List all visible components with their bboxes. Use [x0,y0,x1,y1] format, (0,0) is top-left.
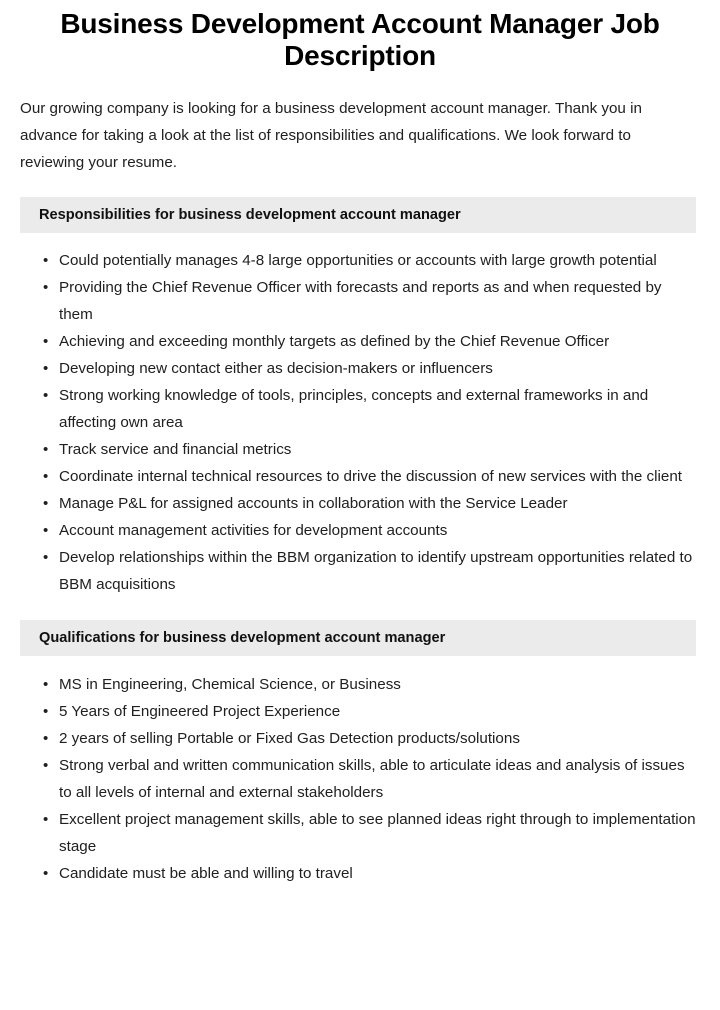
list-item: • Candidate must be able and willing to travel [43,860,696,887]
list-item: • Coordinate internal technical resources to drive the discussion of new services with the client [43,463,696,490]
list-item: • Account management activities for development accounts [43,517,696,544]
section-responsibilities [0,197,720,598]
list-item: • Strong working knowledge of tools, principles, concepts and external frameworks in and affecting own area [43,382,696,436]
qualifications-list [0,656,720,887]
list-item: • 2 years of selling Portable or Fixed Gas Detection products/solutions [43,725,696,752]
list-item: • Strong verbal and written communication skills, able to articulate ideas and analysis of issues to all levels of internal and external stakeholders [43,752,696,806]
section-header-qualifications: Qualifications for business development account manager [20,620,696,656]
list-item: • Developing new contact either as decision-makers or influencers [43,355,696,382]
responsibilities-list [0,233,720,598]
page-title: Business Development Account Manager Job Description [60,8,660,72]
list-item: • Could potentially manages 4-8 large opportunities or accounts with large growth potential [43,247,696,274]
section-qualifications [0,620,720,887]
list-item: • Achieving and exceeding monthly targets as defined by the Chief Revenue Officer [43,328,696,355]
list-item: • Develop relationships within the BBM organization to identify upstream opportunities related to BBM acquisitions [43,544,696,598]
list-item: • 5 Years of Engineered Project Experience [43,698,696,725]
list-item: • MS in Engineering, Chemical Science, or Business [43,671,696,698]
list-item: • Excellent project management skills, able to see planned ideas right through to implementation stage [43,806,696,860]
list-item: • Providing the Chief Revenue Officer with forecasts and reports as and when requested by them [43,274,696,328]
list-item: • Track service and financial metrics [43,436,696,463]
intro-paragraph: Our growing company is looking for a business development account manager. Thank you in advance for taking a look at the list of responsibilities and qualifications. We look forward to reviewing your resume. [20,99,642,171]
section-header-responsibilities: Responsibilities for business development account manager [20,197,696,233]
list-item: • Manage P&L for assigned accounts in collaboration with the Service Leader [43,490,696,517]
